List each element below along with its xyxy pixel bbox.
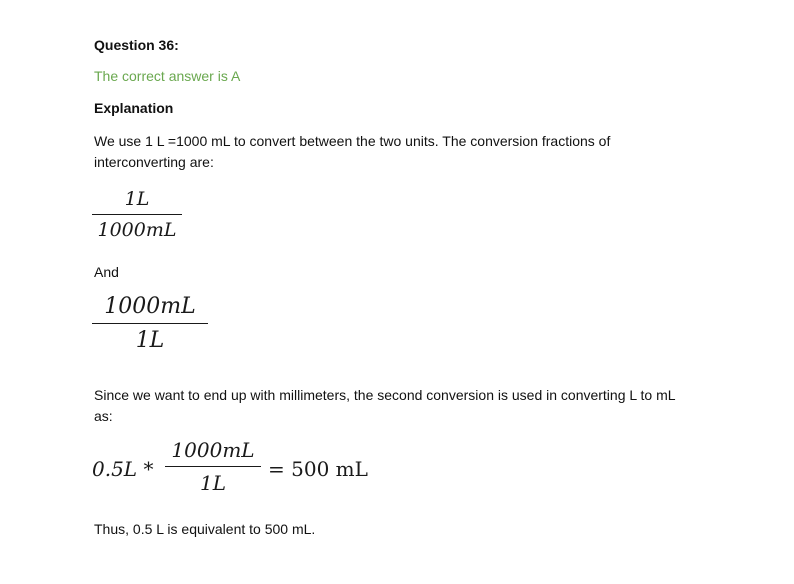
fraction1-numerator: 1L [124,188,150,210]
explanation-heading: Explanation [94,100,174,116]
and-text: And [94,264,119,280]
fraction-1L-over-1000mL [92,188,182,241]
paragraph1-line2: interconverting are: [94,154,214,170]
fraction2-numerator: 1000mL [104,294,196,319]
fraction-1000mL-over-1L [92,294,208,353]
question-heading: Question 36: [94,37,179,53]
fraction1-denominator: 1000mL [97,219,177,241]
equation-numerator: 1000mL [171,438,255,462]
equation-right: = 500 mL [268,457,368,481]
paragraph2-line2: as: [94,408,113,424]
equation-denominator: 1L [199,471,226,495]
paragraph1-line1: We use 1 L =1000 mL to convert between the two units. The conversion fractions of [94,133,611,149]
paragraph2-line1: Since we want to end up with millimeters, the second conversion is used in converting L to mL [94,387,676,403]
equation-fraction [165,438,261,495]
equation-left: 0.5L * [92,457,154,481]
conclusion-text: Thus, 0.5 L is equivalent to 500 mL. [94,521,316,537]
correct-answer-line: The correct answer is A [94,68,241,84]
fraction2-denominator: 1L [135,328,165,353]
